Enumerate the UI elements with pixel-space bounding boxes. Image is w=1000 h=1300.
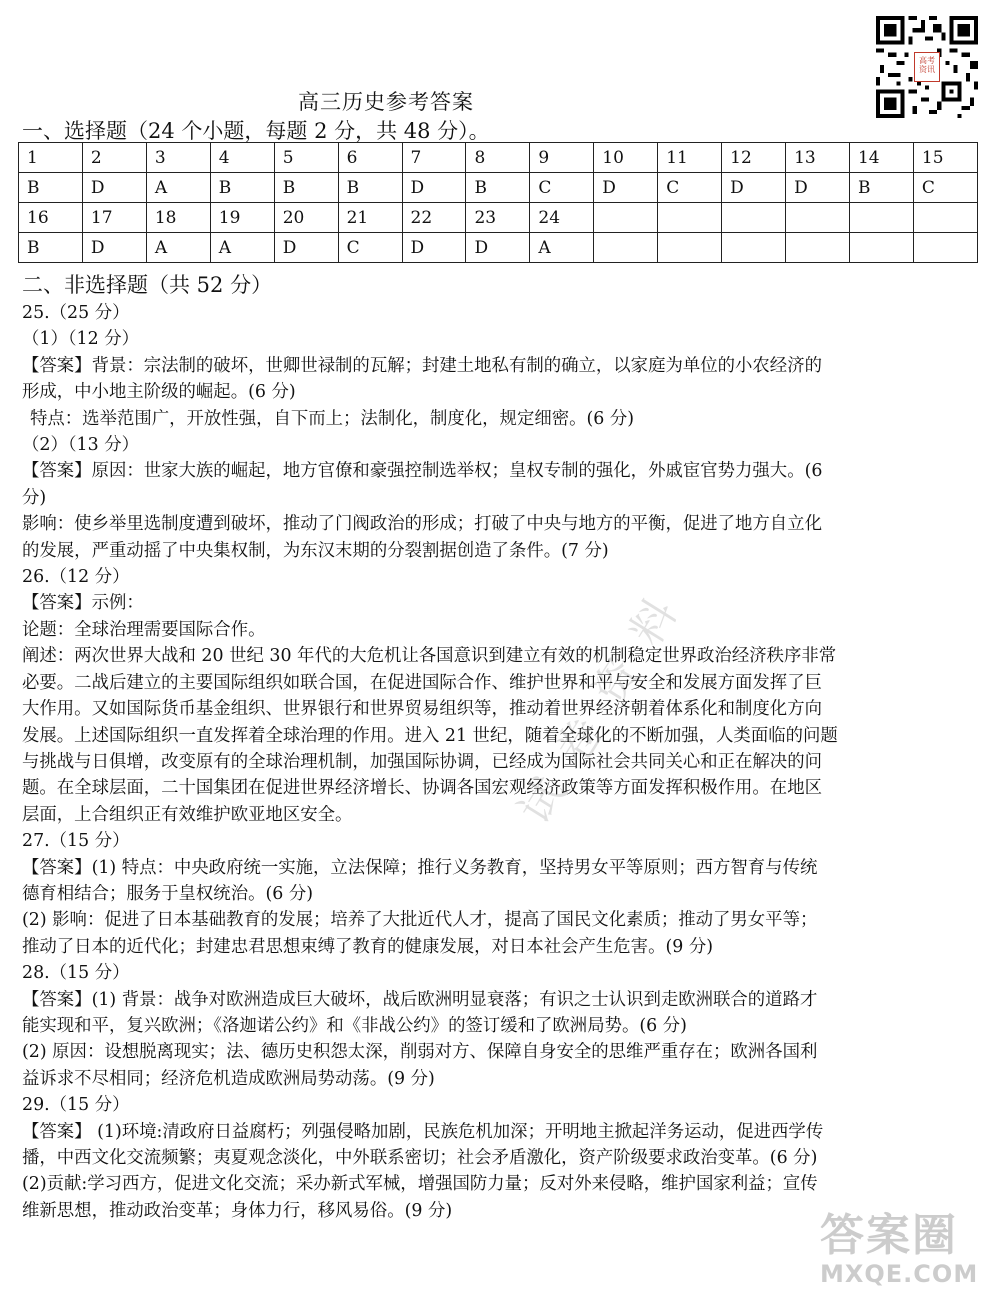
q26-heading: 26.（12 分） bbox=[22, 567, 130, 588]
question-number: 17 bbox=[82, 203, 146, 233]
question-number: 2 bbox=[82, 143, 146, 173]
empty-cell bbox=[913, 233, 977, 263]
q28-line: 益诉求不尽相同；经济危机造成欧洲局势动荡。(9 分) bbox=[22, 1068, 435, 1089]
q29-line: 维新思想，推动政治变革；身体力行，移风易俗。(9 分) bbox=[22, 1200, 453, 1221]
question-number: 11 bbox=[658, 143, 722, 173]
question-number: 13 bbox=[786, 143, 850, 173]
logo-main-text: 答案圈 bbox=[820, 1210, 958, 1261]
empty-cell bbox=[786, 203, 850, 233]
empty-cell bbox=[722, 233, 786, 263]
question-number: 6 bbox=[338, 143, 402, 173]
question-number: 10 bbox=[594, 143, 658, 173]
q26-line: 发展。上述国际组织一直发挥着全球治理的作用。进入 21 世纪，随着全球化的不断加强，人类面临的问题 bbox=[22, 725, 838, 746]
answer-letter: C bbox=[913, 173, 977, 203]
empty-cell bbox=[594, 233, 658, 263]
question-number: 24 bbox=[530, 203, 594, 233]
section-choice-heading: 一、选择题（24 个小题，每题 2 分，共 48 分）。 bbox=[22, 119, 490, 143]
q26-line: 阐述：两次世界大战和 20 世纪 30 年代的大危机让各国意识到建立有效的机制稳定世界政治经济秩序非常 bbox=[22, 646, 837, 667]
question-number: 14 bbox=[849, 143, 913, 173]
answer-letter: A bbox=[146, 173, 210, 203]
table-row-numbers-2 bbox=[19, 203, 978, 233]
answer-letter: C bbox=[658, 173, 722, 203]
q29-line: (2)贡献:学习西方，促进文化交流；采办新式军械，增强国防力量；反对外来侵略，维护国家利益；宣传 bbox=[22, 1174, 818, 1195]
empty-cell bbox=[658, 233, 722, 263]
q28-line: 能实现和平，复兴欧洲；《洛迦诺公约》和《非战公约》的签订缓和了欧洲局势。(6 分) bbox=[22, 1015, 687, 1036]
q27-line: 推动了日本的近代化；封建忠君思想束缚了教育的健康发展，对日本社会产生危害。(9 分) bbox=[22, 936, 714, 957]
q25-part2-line: 的发展，严重动摇了中央集权制，为东汉末期的分裂割据创造了条件。(7 分) bbox=[22, 540, 609, 561]
answer-letter: D bbox=[274, 233, 338, 263]
question-number: 19 bbox=[210, 203, 274, 233]
answer-letter: A bbox=[146, 233, 210, 263]
question-number: 15 bbox=[913, 143, 977, 173]
qr-center-seal: 高考 资讯 bbox=[914, 52, 940, 82]
answer-letter: C bbox=[338, 233, 402, 263]
question-number: 4 bbox=[210, 143, 274, 173]
question-number: 9 bbox=[530, 143, 594, 173]
site-logo-watermark bbox=[820, 1212, 990, 1296]
answer-letter: B bbox=[466, 173, 530, 203]
q29-line: 【答案】 (1)环境:清政府日益腐朽；列强侵略加剧，民族危机加深；开明地主掀起洋务运动，促进西学传 bbox=[22, 1121, 824, 1142]
question-number: 8 bbox=[466, 143, 530, 173]
q27-line: 【答案】(1) 特点：中央政府统一实施，立法保障；推行义务教育，坚持男女平等原则；西方智育与传统 bbox=[22, 857, 818, 878]
question-number: 16 bbox=[19, 203, 83, 233]
q26-line: 与挑战与日俱增，改变原有的全球治理机制，加强国际协调，已经成为国际社会共同关心和正在解决的问 bbox=[22, 751, 822, 772]
q27-line: (2) 影响：促进了日本基础教育的发展；培养了大批近代人才，提高了国民文化素质；推动了男女平等； bbox=[22, 910, 818, 931]
q29-heading: 29.（15 分） bbox=[22, 1095, 130, 1116]
answer-letter: D bbox=[82, 233, 146, 263]
question-number: 5 bbox=[274, 143, 338, 173]
q28-line: 【答案】(1) 背景：战争对欧洲造成巨大破坏，战后欧洲明显衰落；有识之士认识到走欧洲联合的道路才 bbox=[22, 989, 818, 1010]
q25-part2-line: 分) bbox=[22, 487, 47, 508]
q28-line: (2) 原因：设想脱离现实；法、德历史积怨太深，削弱对方、保障自身安全的思维严重存在；欧洲各国利 bbox=[22, 1042, 818, 1063]
answer-letter: D bbox=[594, 173, 658, 203]
answer-letter: D bbox=[722, 173, 786, 203]
answer-letter: D bbox=[402, 173, 466, 203]
q27-line: 德育相结合；服务于皇权统治。(6 分) bbox=[22, 883, 314, 904]
q25-part1-line: 【答案】背景：宗法制的破坏，世卿世禄制的瓦解；封建土地私有制的确立，以家庭为单位的小农经济的 bbox=[22, 355, 822, 376]
answer-letter: D bbox=[82, 173, 146, 203]
answer-letter: B bbox=[19, 233, 83, 263]
table-row-answers-1 bbox=[19, 173, 978, 203]
answer-letter: B bbox=[849, 173, 913, 203]
answer-letter: C bbox=[530, 173, 594, 203]
empty-cell bbox=[594, 203, 658, 233]
qr-code bbox=[876, 16, 978, 118]
question-number: 7 bbox=[402, 143, 466, 173]
answer-letter: B bbox=[210, 173, 274, 203]
empty-cell bbox=[913, 203, 977, 233]
logo-url-text: MXQE.COM bbox=[820, 1260, 979, 1288]
answer-letter: A bbox=[530, 233, 594, 263]
q26-line: 【答案】示例： bbox=[22, 593, 144, 614]
question-number: 23 bbox=[466, 203, 530, 233]
q25-part1-line: 形成，中小地主阶级的崛起。(6 分) bbox=[22, 382, 296, 403]
answer-letter: A bbox=[210, 233, 274, 263]
q26-line: 必要。二战后建立的主要国际组织如联合国，在促进国际合作、维护世界和平与安全和发展方面发挥了巨 bbox=[22, 672, 822, 693]
question-number: 22 bbox=[402, 203, 466, 233]
table-row-numbers-1 bbox=[19, 143, 978, 173]
answer-letter: D bbox=[402, 233, 466, 263]
q25-part1-line: 特点：选举范围广，开放性强，自下而上；法制化，制度化，规定细密。(6 分) bbox=[30, 408, 635, 429]
empty-cell bbox=[849, 233, 913, 263]
q29-line: 播，中西文化交流频繁；夷夏观念淡化，中外联系密切；社会矛盾激化，资产阶级要求政治变革。(6 分) bbox=[22, 1148, 818, 1168]
q26-line: 层面，上合组织正有效维护欧亚地区安全。 bbox=[22, 804, 353, 825]
page-title: 高三历史参考答案 bbox=[298, 90, 474, 114]
question-number: 3 bbox=[146, 143, 210, 173]
q25-heading: 25.（25 分） bbox=[22, 303, 130, 323]
diagonal-watermark: 试卷资料 bbox=[509, 568, 701, 833]
q26-line: 题。在全球层面，二十国集团在促进世界经济增长、协调各国宏观经济政策等方面发挥积极作用。在地区 bbox=[22, 778, 822, 799]
q25-part1-heading: （1）（12 分） bbox=[22, 329, 139, 350]
answer-body bbox=[22, 300, 980, 1224]
empty-cell bbox=[722, 203, 786, 233]
section-essay-heading: 二、非选择题（共 52 分） bbox=[22, 273, 273, 297]
question-number: 1 bbox=[19, 143, 83, 173]
empty-cell bbox=[658, 203, 722, 233]
answer-letter: B bbox=[338, 173, 402, 203]
answer-letter: D bbox=[786, 173, 850, 203]
answer-letter: B bbox=[19, 173, 83, 203]
question-number: 12 bbox=[722, 143, 786, 173]
q25-part2-heading: （2）（13 分） bbox=[22, 435, 139, 456]
q27-heading: 27.（15 分） bbox=[22, 831, 130, 852]
question-number: 21 bbox=[338, 203, 402, 233]
answer-letter: B bbox=[274, 173, 338, 203]
q26-line: 大作用。又如国际货币基金组织、世界银行和世界贸易组织等，推动着世界经济朝着体系化和制度化方向 bbox=[22, 699, 822, 720]
empty-cell bbox=[849, 203, 913, 233]
q25-part2-line: 【答案】原因：世家大族的崛起，地方官僚和豪强控制选举权；皇权专制的强化，外戚宦官势力强大。(6 bbox=[22, 461, 823, 482]
q25-part2-line: 影响：使乡举里选制度遭到破坏，推动了门阀政治的形成；打破了中央与地方的平衡，促进了地方自立化 bbox=[22, 514, 822, 535]
question-number: 20 bbox=[274, 203, 338, 233]
answer-letter: D bbox=[466, 233, 530, 263]
answer-table bbox=[18, 142, 978, 263]
empty-cell bbox=[786, 233, 850, 263]
question-number: 18 bbox=[146, 203, 210, 233]
table-row-answers-2 bbox=[19, 233, 978, 263]
q28-heading: 28.（15 分） bbox=[22, 963, 130, 984]
q26-line: 论题：全球治理需要国际合作。 bbox=[22, 619, 266, 640]
